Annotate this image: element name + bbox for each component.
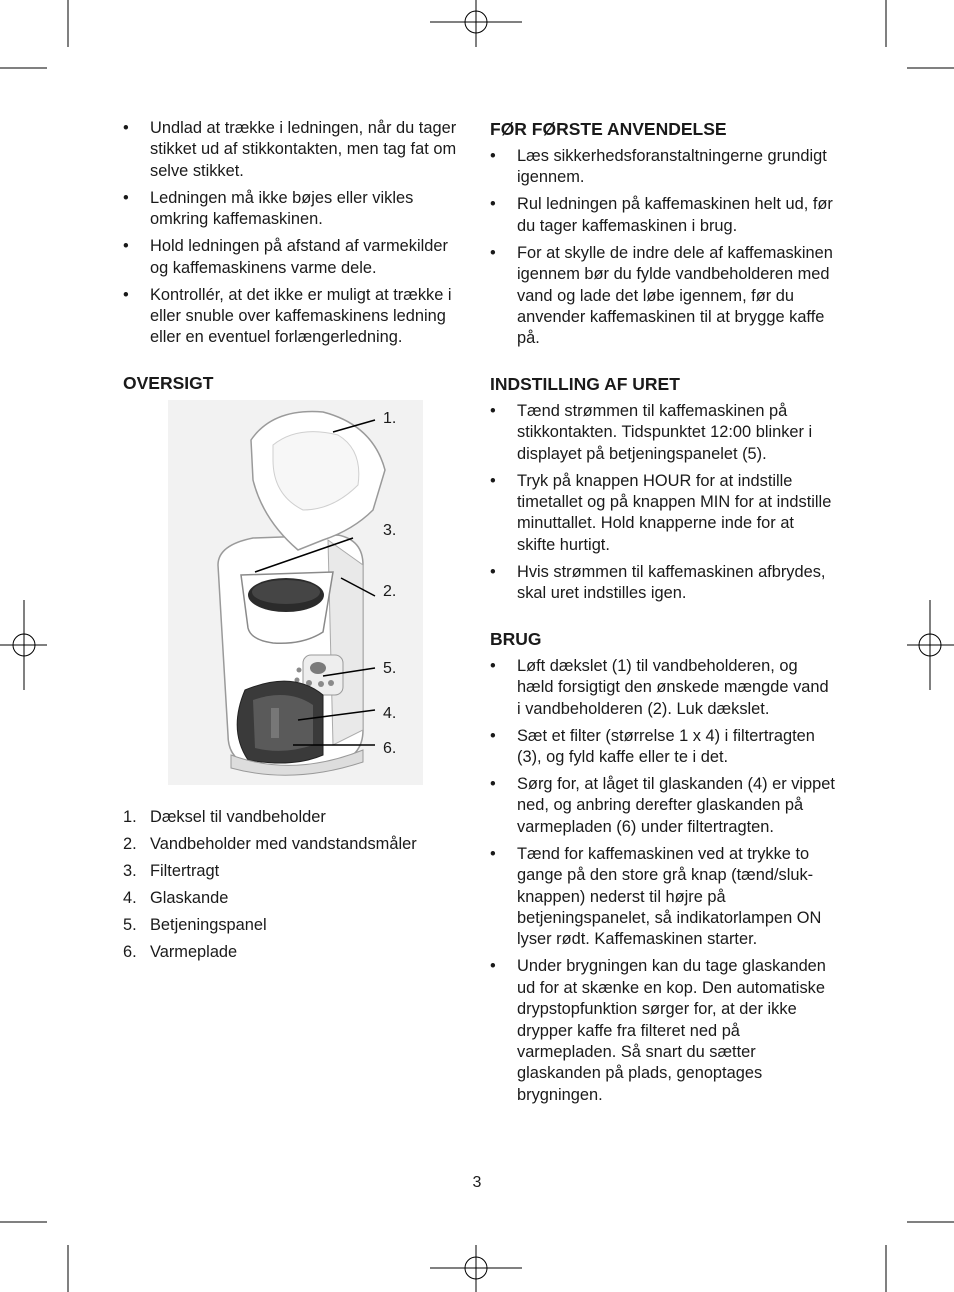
list-item: • Under brygningen kan du tage glaskanden ud for at skænke en kop. Den automatiske drypstopfunktion sørger for, at der ikke drypper kaffe fra filteret ned på varmepladen. Så snart du sætter glaskanden på plads, genoptages brygningen. [490,956,835,1106]
section-first-use [490,118,835,350]
list-item: • Ledningen må ikke bøjes eller vikles omkring kaffemaskinen. [123,188,458,231]
callout-label: 3. [383,521,397,539]
part-number: 3. [123,861,137,880]
list-item: • Sæt et filter (størrelse 1 x 4) i filtertragten (3), og fyld kaffe eller te i det. [490,726,835,769]
part-label: Betjeningspanel [150,915,267,934]
parts-list [123,807,458,963]
section-clock-setting [490,373,835,605]
section-heading: BRUG [490,628,542,649]
list-item: • Løft dækslet (1) til vandbeholderen, og hæld forsigtigt den ønskede mængde vand i vandbeholderen (2). Luk dækslet. [490,656,835,720]
list-item: • Læs sikkerhedsforanstaltningerne grundigt igennem. [490,146,835,189]
safety-bullet-list [123,118,458,349]
right-column [490,118,835,1112]
page-number: 3 [472,1174,482,1191]
callout-label: 6. [383,739,397,757]
part-number: 4. [123,888,137,907]
bullet-list [490,656,835,1107]
callout-label: 4. [383,704,397,722]
list-item: • Sørg for, at låget til glaskanden (4) er vippet ned, og anbring derefter glaskanden på varmepladen (6) under filtertragten. [490,774,835,838]
part-label: Varmeplade [150,942,238,961]
list-item: • Tryk på knappen HOUR for at indstille timetallet og på knappen MIN for at indstille minuttallet. Hold knapperne inde for at skifte hurtigt. [490,471,835,557]
bullet-list [490,146,835,350]
part-number: 2. [123,834,137,853]
coffee-maker-illustration [123,400,423,795]
callout-label: 2. [383,582,397,600]
list-item: • Hvis strømmen til kaffemaskinen afbrydes, skal uret indstilles igen. [490,562,835,605]
part-label: Dæksel til vandbeholder [150,807,326,826]
section-heading: FØR FØRSTE ANVENDELSE [490,119,727,139]
left-column [123,118,458,969]
list-item: • Tænd for kaffemaskinen ved at trykke to gange på den store grå knap (tænd/sluk-knappen) nederst til højre på betjeningspanelet, så indikatorlampen ON lyser rødt. Kaffemaskinen starter. [490,844,835,951]
coffee-maker-drawing [123,400,423,795]
bullet-list [490,401,835,605]
list-item: • Tænd strømmen til kaffemaskinen på stikkontakten. Tidspunktet 12:00 blinker i displayet på betjeningspanelet (5). [490,401,835,465]
part-number: 6. [123,942,137,961]
section-usage [490,628,835,1107]
part-label: Glaskande [150,888,229,907]
oversigt-heading: OVERSIGT [123,372,214,393]
list-item: • Undlad at trække i ledningen, når du tager stikket ud af stikkontakten, men tag fat om selve stikket. [123,118,458,182]
list-item [123,888,458,909]
callout-label: 5. [383,659,397,677]
list-item [123,834,458,855]
part-number: 5. [123,915,137,934]
part-label: Vandbeholder med vandstandsmåler [150,834,417,853]
part-number: 1. [123,807,137,826]
list-item [123,861,458,882]
section-heading: INDSTILLING AF URET [490,373,680,394]
list-item: • Rul ledningen på kaffemaskinen helt ud, før du tager kaffemaskinen i brug. [490,194,835,237]
list-item [123,915,458,936]
list-item [123,942,458,963]
list-item: • Hold ledningen på afstand af varmekilder og kaffemaskinens varme dele. [123,236,458,279]
part-label: Filtertragt [150,861,220,880]
list-item [123,807,458,828]
list-item: • Kontrollér, at det ikke er muligt at trække i eller snuble over kaffemaskinens ledning eller en eventuel forlængerledning. [123,285,458,349]
list-item: • For at skylle de indre dele af kaffemaskinen igennem bør du fylde vandbeholderen med vand og lade det løbe igennem, før du anvender kaffemaskinen til at brygge kaffe på. [490,243,835,350]
callout-label: 1. [383,409,397,427]
